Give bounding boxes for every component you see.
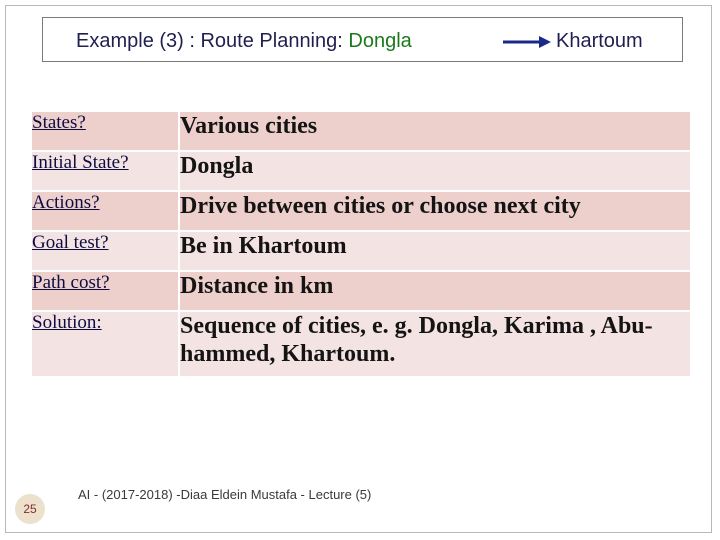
right-arrow-icon xyxy=(501,33,553,51)
footer-text: AI - (2017-2018) -Diaa Eldein Mustafa - Lecture (5) xyxy=(78,487,372,502)
question-cell: Initial State? xyxy=(31,151,179,191)
problem-formulation-table xyxy=(30,110,692,378)
title-destination: Khartoum xyxy=(556,30,643,52)
question-cell: Goal test? xyxy=(31,231,179,271)
table-row xyxy=(31,231,691,271)
table-row xyxy=(31,191,691,231)
question-cell: Actions? xyxy=(31,191,179,231)
title-prefix: Example (3) : Route Planning: xyxy=(76,30,349,52)
answer-cell: Be in Khartoum xyxy=(179,231,691,271)
question-cell: Solution: xyxy=(31,311,179,377)
table-row xyxy=(31,151,691,191)
answer-cell: Dongla xyxy=(179,151,691,191)
table-row xyxy=(31,271,691,311)
answer-cell: Distance in km xyxy=(179,271,691,311)
answer-cell: Various cities xyxy=(179,111,691,151)
answer-cell: Drive between cities or choose next city xyxy=(179,191,691,231)
page-number-badge: 25 xyxy=(15,494,45,524)
slide-title xyxy=(76,28,412,54)
question-cell: States? xyxy=(31,111,179,151)
title-origin: Dongla xyxy=(348,30,412,52)
question-cell: Path cost? xyxy=(31,271,179,311)
table-row xyxy=(31,311,691,377)
answer-cell: Sequence of cities, e. g. Dongla, Karima , Abu-hammed, Khartoum. xyxy=(179,311,691,377)
table-row xyxy=(31,111,691,151)
